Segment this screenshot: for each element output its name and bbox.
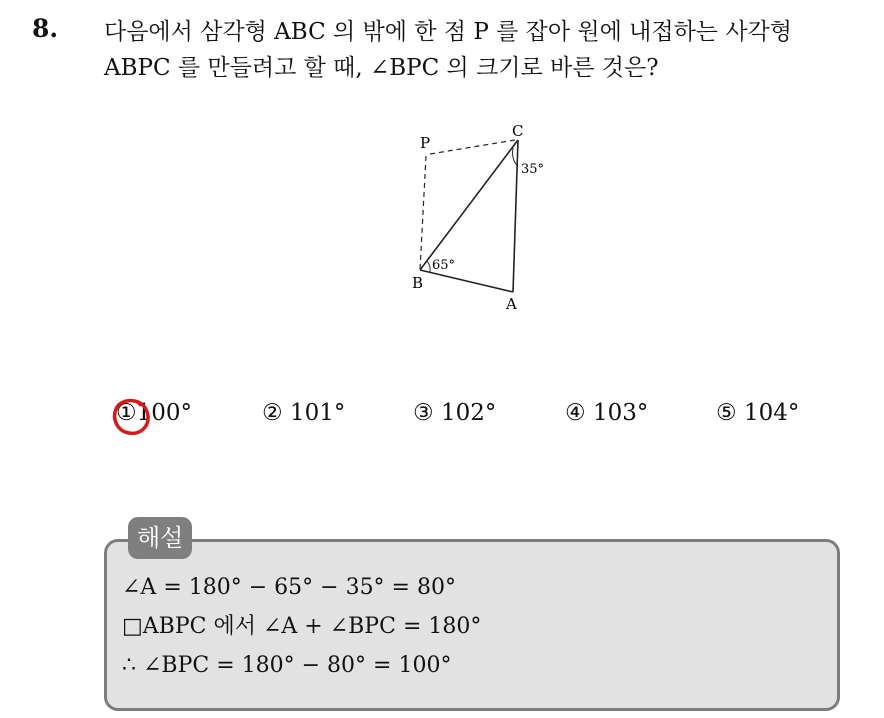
triangle-figure	[400, 118, 580, 318]
question-text	[104, 14, 874, 86]
choice-2[interactable]	[262, 400, 345, 426]
choice-4[interactable]	[565, 400, 648, 426]
side-ab	[420, 270, 513, 292]
choice-2-value: 101°	[289, 400, 346, 426]
choice-1[interactable]	[116, 400, 192, 426]
solution-tag: 해설	[128, 517, 192, 559]
question-line-2: ABPC 를 만들려고 할 때, ∠BPC 의 크기로 바른 것은?	[104, 55, 659, 81]
choice-3-number: ③	[413, 400, 434, 426]
solution-line-2: □ABPC 에서 ∠A + ∠BPC = 180°	[122, 614, 482, 639]
point-label-b: B	[412, 274, 424, 292]
answer-choices	[104, 400, 844, 440]
choice-5-value: 104°	[743, 400, 800, 426]
choice-3-value: 102°	[440, 400, 497, 426]
side-bc	[420, 140, 518, 270]
choice-1-value: 100°	[136, 400, 193, 426]
selected-answer-circle-icon	[110, 394, 154, 438]
point-label-a: A	[506, 295, 517, 313]
angle-arc-b	[427, 261, 430, 272]
choice-5[interactable]	[716, 400, 799, 426]
angle-label-b: 65°	[432, 258, 456, 273]
solution-line-1: ∠A = 180° − 65° − 35° = 80°	[122, 575, 456, 600]
point-label-c: C	[512, 122, 524, 140]
point-label-p: P	[420, 134, 431, 152]
solution-lines	[122, 568, 481, 685]
choice-2-number: ②	[262, 400, 283, 426]
angle-label-c: 35°	[521, 162, 545, 177]
choice-3[interactable]	[413, 400, 496, 426]
solution-line-3: ∴ ∠BPC = 180° − 80° = 100°	[122, 653, 452, 678]
choice-5-number: ⑤	[716, 400, 737, 426]
choice-4-number: ④	[565, 400, 586, 426]
dashed-line-pb	[420, 156, 426, 270]
question-line-1: 다음에서 삼각형 ABC 의 밖에 한 점 P 를 잡아 원에 내접하는 사각형	[104, 19, 792, 45]
choice-4-value: 103°	[592, 400, 649, 426]
question-number: 8.	[32, 14, 59, 43]
dashed-line-pc	[430, 140, 515, 154]
choice-1-number: ①	[116, 400, 137, 426]
